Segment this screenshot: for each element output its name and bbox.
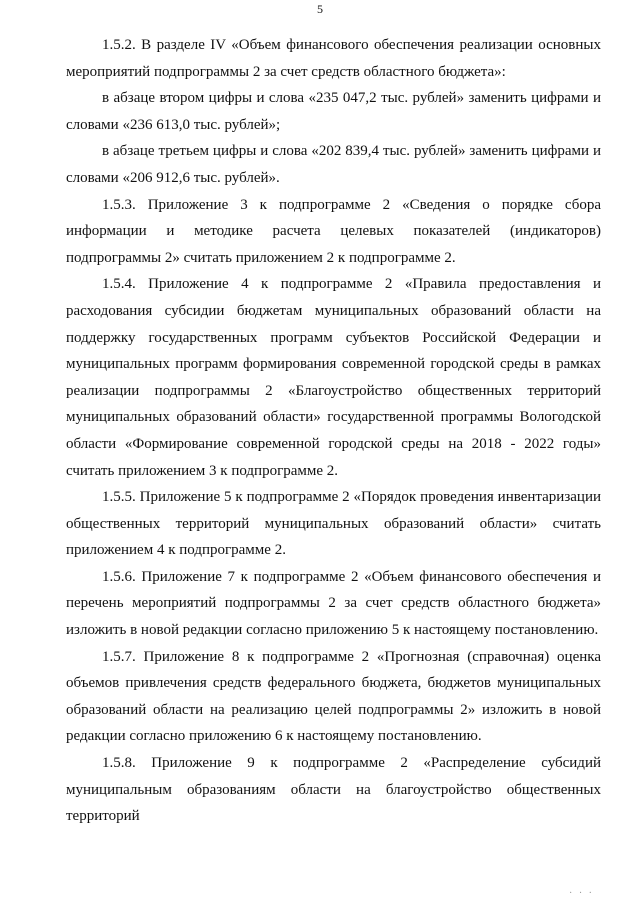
paragraph-1-5-5: 1.5.5. Приложение 5 к подпрограмме 2 «Порядок проведения инвентаризации общественных территорий муниципальных образований области» считать приложением 4 к подпрограмме 2.: [66, 489, 601, 559]
paragraph-abzac-tretiy: в абзаце третьем цифры и слова «202 839,4 тыс. рублей» заменить цифрами и словами «206 912,6 тыс. рублей».: [66, 143, 601, 186]
paragraph-abzac-vtoroy: в абзаце втором цифры и слова «235 047,2 тыс. рублей» заменить цифрами и словами «236 613,0 тыс. рублей»;: [66, 90, 601, 133]
page-number: 5: [317, 2, 323, 16]
paragraph-1-5-2: 1.5.2. В разделе IV «Объем финансового обеспечения реализации основных мероприятий подпрограммы 2 за счет средств областного бюджета»:: [66, 37, 601, 80]
paragraph-1-5-6: 1.5.6. Приложение 7 к подпрограмме 2 «Объем финансового обеспечения и перечень мероприятий подпрограммы 2 за счет средств областного бюджета» изложить в новой редакции согласно приложению 5 к настоящему постановлению.: [66, 568, 601, 639]
paragraph-1-5-4: 1.5.4. Приложение 4 к подпрограмме 2 «Правила предоставления и расходования субсидии бюджетам муниципальных образований области на поддержку государственных программ субъектов Российской Федерации и муниципальных программ формирования современной городской среды в рамках реализации подпрограммы 2 «Благоустройство общественных территорий муниципальных образований области» государственной программы Вологодской области «Формирование современной городской среды на 2018 - 2022 годы» считать приложением 3 к подпрограмме 2.: [66, 276, 601, 479]
paragraph-1-5-7: 1.5.7. Приложение 8 к подпрограмме 2 «Прогнозная (справочная) оценка объемов привлечения средств федерального бюджета, бюджетов муниципальных образований области на реализацию целей подпрограммы 2» изложить в новой редакции согласно приложению 6 к настоящему постановлению.: [66, 648, 601, 745]
document-body: [66, 32, 601, 830]
paragraph-1-5-3: 1.5.3. Приложение 3 к подпрограмме 2 «Сведения о порядке сбора информации и методике расчета целевых показателей (индикаторов) подпрограммы 2» считать приложением 2 к подпрограмме 2.: [66, 196, 601, 266]
scan-corner-mark: · · ·: [569, 888, 594, 899]
paragraph-1-5-8: 1.5.8. Приложение 9 к подпрограмме 2 «Распределение субсидий муниципальным образованиям области на благоустройство общественных территорий: [66, 755, 601, 825]
